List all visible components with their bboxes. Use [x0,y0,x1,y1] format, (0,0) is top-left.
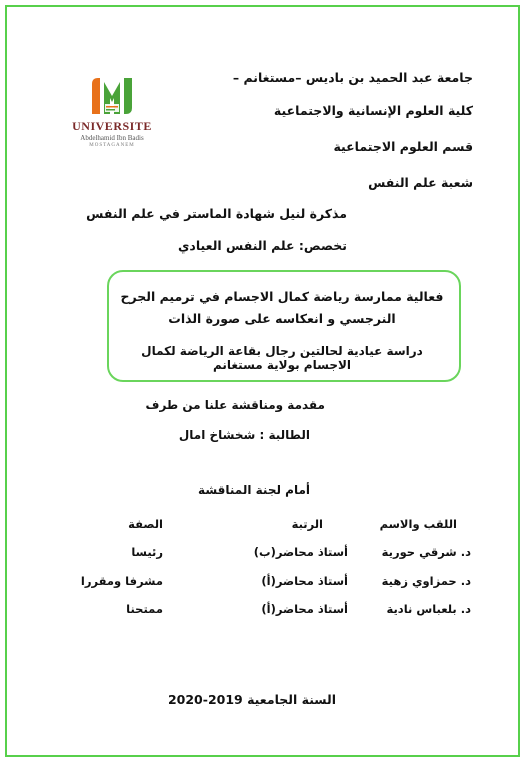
member-role: ممتحنا [126,602,163,616]
header-name: اللقب والاسم [379,517,457,531]
header-rank: الرتبة [291,517,323,531]
title-box [107,270,461,382]
faculty-name: كلية العلوم الإنسانية والاجتماعية [273,103,473,118]
logo-name: UNIVERSITE [72,119,152,133]
specialty: تخصص: علم النفس العيادي [177,238,347,253]
logo-city: MOSTAGANEM [89,143,135,148]
member-rank: أستاذ محاضر(أ) [261,602,348,616]
member-name: د. شرقي حورية [381,545,471,559]
member-name: د. حمزاوي زهية [381,574,471,588]
member-name: د. بلعباس نادية [386,602,471,616]
presented-by: مقدمة ومناقشة علنا من طرف [145,398,325,412]
university-logo [60,74,164,154]
branch-name: شعبة علم النفس [368,175,473,190]
university-name: جامعة عبد الحميد بن باديس –مستغانم – [232,70,473,85]
member-rank: أستاذ محاضر(ب) [253,545,348,559]
university-emblem-icon [88,74,136,118]
committee-heading: أمام لجنة المناقشة [198,483,310,497]
thesis-subtitle: دراسة عيادية لحالتين رجال بقاعة الرياضة لكمال الاجسام بولاية مستغانم [141,344,423,372]
member-rank: أستاذ محاضر(أ) [261,574,348,588]
member-role: رئيسا [131,545,163,559]
department-name: قسم العلوم الاجتماعية [333,139,473,154]
header-role: الصفة [128,517,163,531]
thesis-title: فعالية ممارسة رياضة كمال الاجسام في ترميم الجرح النرجسي و انعكاسه على صورة الذات [120,289,444,326]
student-name: الطالبة : شخشاخ امال [178,428,310,442]
thesis-type: مذكرة لنيل شهادة الماستر في علم النفس [86,206,347,221]
logo-subtitle: Abdelhamid Ibn Badis [80,134,144,142]
member-role: مشرفا ومقررا [80,574,163,588]
academic-year: السنة الجامعية 2019-2020 [167,692,336,707]
